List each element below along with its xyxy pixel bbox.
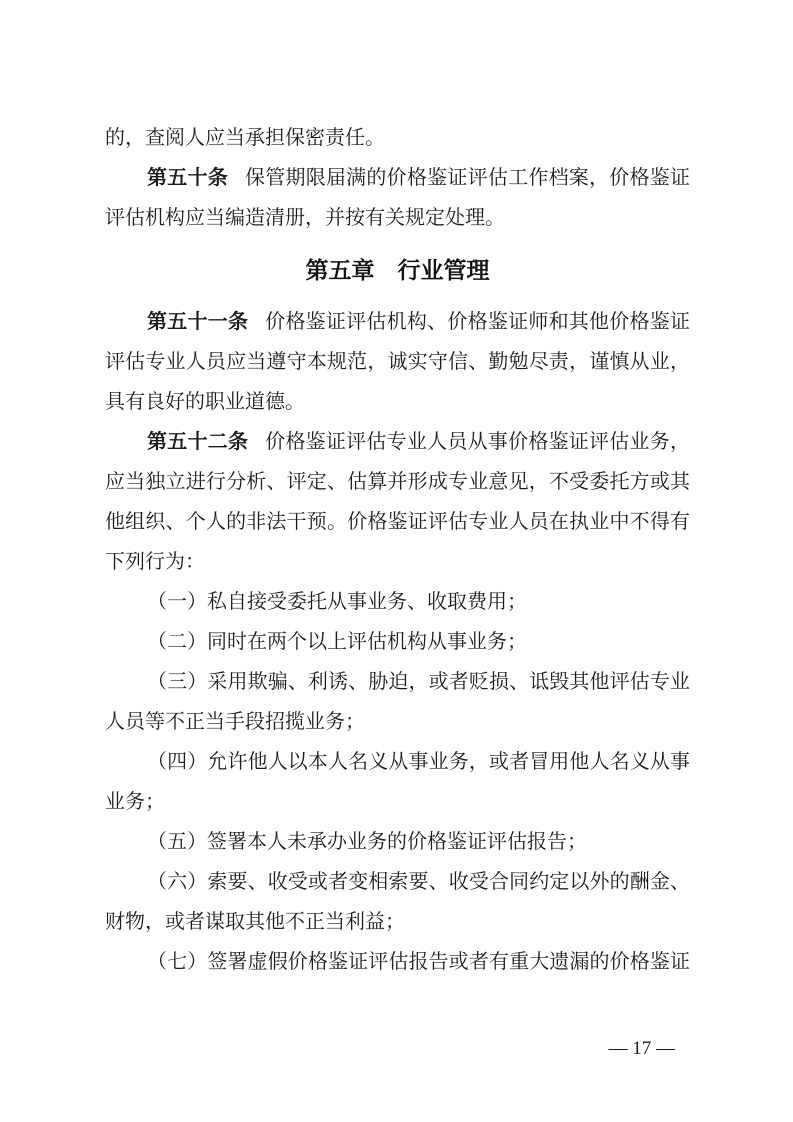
article-line bbox=[105, 302, 690, 342]
list-item-line: （五）签署本人未承办业务的价格鉴证评估报告； bbox=[147, 831, 587, 853]
text-line: 人员等不正当手段招揽业务； bbox=[105, 711, 365, 733]
text-line: 具有良好的职业道德。 bbox=[105, 391, 305, 413]
list-item-line: （四）允许他人以本人名义从事业务，或者冒用他人名义从事 bbox=[147, 751, 690, 773]
text-line: 财物，或者谋取其他不正当利益； bbox=[105, 911, 405, 933]
text-line: 评估专业人员应当遵守本规范，诚实守信、勤勉尽责，谨慎从业， bbox=[105, 351, 690, 373]
text-line: 下列行为： bbox=[105, 551, 205, 573]
list-item-line: （一）私自接受委托从事业务、收取费用； bbox=[147, 591, 527, 613]
list-item-line: （二）同时在两个以上评估机构从事业务； bbox=[147, 631, 527, 653]
document-body bbox=[105, 118, 690, 982]
text-line: 应当独立进行分析、评定、估算并形成专业意见，不受委托方或其 bbox=[105, 471, 690, 493]
article-number: 第五十条 bbox=[147, 167, 228, 189]
article-line bbox=[105, 422, 690, 462]
text-line: 业务； bbox=[105, 791, 165, 813]
text-line: 的，查阅人应当承担保密责任。 bbox=[105, 127, 385, 149]
article-text: 保管期限届满的价格鉴证评估工作档案，价格鉴证 bbox=[244, 167, 691, 189]
list-item-line: （七）签署虚假价格鉴证评估报告或者有重大遗漏的价格鉴证 bbox=[147, 951, 690, 973]
page-number: — 17 — bbox=[608, 1038, 675, 1059]
list-item-line: （三）采用欺骗、利诱、胁迫，或者贬损、诋毁其他评估专业 bbox=[147, 671, 690, 693]
article-text: 价格鉴证评估机构、价格鉴证师和其他价格鉴证 bbox=[265, 311, 691, 333]
article-number: 第五十一条 bbox=[147, 311, 249, 333]
list-item-line: （六）索要、收受或者变相索要、收受合同约定以外的酬金、 bbox=[147, 871, 690, 893]
article-text: 价格鉴证评估专业人员从事价格鉴证评估业务， bbox=[265, 431, 691, 453]
chapter-heading: 第五章 行业管理 bbox=[305, 257, 490, 283]
page-footer bbox=[590, 1010, 676, 1088]
article-line bbox=[105, 158, 690, 198]
text-line: 他组织、个人的非法干预。价格鉴证评估专业人员在执业中不得有 bbox=[105, 511, 690, 533]
article-number: 第五十二条 bbox=[147, 431, 249, 453]
text-line: 评估机构应当编造清册，并按有关规定处理。 bbox=[105, 207, 505, 229]
